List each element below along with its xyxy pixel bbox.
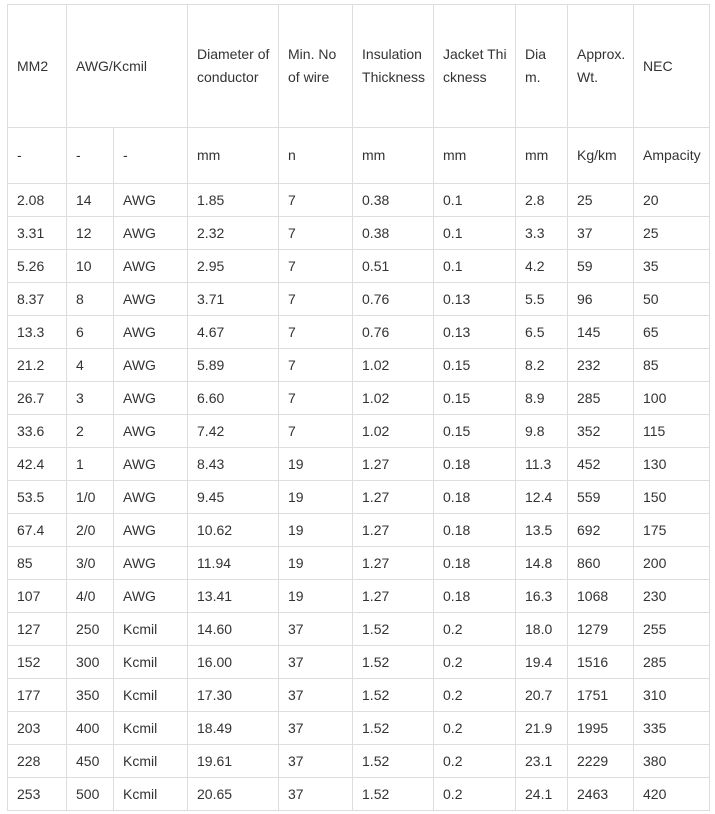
cell-ampacity: 115 (634, 415, 710, 448)
cell-awg-unit: AWG (114, 283, 188, 316)
cell-jacket-thickness: 0.2 (434, 679, 516, 712)
cell-awg-unit: AWG (114, 448, 188, 481)
cell-wire-count: 19 (279, 580, 353, 613)
cell-wire-count: 7 (279, 316, 353, 349)
cell-diameter: 21.9 (516, 712, 568, 745)
cell-diameter: 18.0 (516, 613, 568, 646)
cell-awg-size: 450 (67, 745, 114, 778)
cell-wire-count: 37 (279, 712, 353, 745)
cell-awg-unit: AWG (114, 250, 188, 283)
cell-weight: 145 (568, 316, 634, 349)
cell-awg-size: 14 (67, 184, 114, 217)
cell-wire-count: 37 (279, 778, 353, 811)
cell-conductor-diameter: 1.85 (188, 184, 279, 217)
cell-jacket-thickness: 0.13 (434, 283, 516, 316)
cell-awg-size: 10 (67, 250, 114, 283)
cell-weight: 559 (568, 481, 634, 514)
cell-conductor-diameter: 13.41 (188, 580, 279, 613)
cell-awg-size: 2 (67, 415, 114, 448)
cell-diameter: 5.5 (516, 283, 568, 316)
cell-awg-unit: AWG (114, 316, 188, 349)
cell-wire-count: 19 (279, 514, 353, 547)
cell-jacket-thickness: 0.1 (434, 184, 516, 217)
cell-conductor-diameter: 18.49 (188, 712, 279, 745)
cell-jacket-thickness: 0.18 (434, 481, 516, 514)
table-row (8, 448, 710, 481)
cell-awg-unit: AWG (114, 514, 188, 547)
header-diameter-of-conductor: Diameter of conductor (188, 5, 279, 128)
cell-jacket-thickness: 0.2 (434, 778, 516, 811)
cell-wire-count: 19 (279, 547, 353, 580)
cell-insulation-thickness: 0.38 (353, 217, 434, 250)
header-jacket-thickness: Jacket Thickness (434, 5, 516, 128)
cell-ampacity: 420 (634, 778, 710, 811)
cell-wire-count: 7 (279, 250, 353, 283)
cell-mm2: 177 (8, 679, 67, 712)
cell-insulation-thickness: 0.76 (353, 316, 434, 349)
cell-conductor-diameter: 17.30 (188, 679, 279, 712)
cell-mm2: 13.3 (8, 316, 67, 349)
cell-conductor-diameter: 16.00 (188, 646, 279, 679)
cell-jacket-thickness: 0.18 (434, 547, 516, 580)
cell-jacket-thickness: 0.18 (434, 514, 516, 547)
cell-wire-count: 7 (279, 349, 353, 382)
cell-ampacity: 20 (634, 184, 710, 217)
cell-weight: 2463 (568, 778, 634, 811)
cell-ampacity: 200 (634, 547, 710, 580)
cell-mm2: 33.6 (8, 415, 67, 448)
unit-cell: Ampacity (634, 128, 710, 184)
cell-diameter: 3.3 (516, 217, 568, 250)
cell-insulation-thickness: 1.52 (353, 646, 434, 679)
table-row (8, 316, 710, 349)
cell-mm2: 127 (8, 613, 67, 646)
cell-weight: 1751 (568, 679, 634, 712)
cell-conductor-diameter: 9.45 (188, 481, 279, 514)
cell-ampacity: 310 (634, 679, 710, 712)
cell-insulation-thickness: 1.52 (353, 712, 434, 745)
cell-weight: 1068 (568, 580, 634, 613)
cell-insulation-thickness: 1.52 (353, 613, 434, 646)
cell-mm2: 42.4 (8, 448, 67, 481)
cell-insulation-thickness: 1.27 (353, 448, 434, 481)
cell-awg-unit: Kcmil (114, 778, 188, 811)
table-row (8, 547, 710, 580)
cell-conductor-diameter: 19.61 (188, 745, 279, 778)
cell-weight: 1279 (568, 613, 634, 646)
cell-diameter: 16.3 (516, 580, 568, 613)
cell-awg-size: 3 (67, 382, 114, 415)
cell-awg-size: 300 (67, 646, 114, 679)
cell-wire-count: 7 (279, 217, 353, 250)
cell-conductor-diameter: 7.42 (188, 415, 279, 448)
cell-awg-unit: Kcmil (114, 679, 188, 712)
cell-weight: 232 (568, 349, 634, 382)
cell-awg-size: 8 (67, 283, 114, 316)
cell-awg-unit: AWG (114, 580, 188, 613)
table-row (8, 613, 710, 646)
cell-conductor-diameter: 5.89 (188, 349, 279, 382)
cell-mm2: 21.2 (8, 349, 67, 382)
cell-awg-size: 1/0 (67, 481, 114, 514)
cell-weight: 352 (568, 415, 634, 448)
cell-mm2: 26.7 (8, 382, 67, 415)
cell-weight: 2229 (568, 745, 634, 778)
cell-ampacity: 175 (634, 514, 710, 547)
cell-awg-unit: AWG (114, 349, 188, 382)
header-min-no-of-wire: Min. No of wire (279, 5, 353, 128)
cell-insulation-thickness: 1.27 (353, 547, 434, 580)
cell-weight: 692 (568, 514, 634, 547)
table-row (8, 646, 710, 679)
header-insulation-thickness: Insulation Thickness (353, 5, 434, 128)
cell-awg-size: 1 (67, 448, 114, 481)
unit-cell: Kg/km (568, 128, 634, 184)
cell-diameter: 4.2 (516, 250, 568, 283)
cell-awg-unit: Kcmil (114, 613, 188, 646)
cell-diameter: 9.8 (516, 415, 568, 448)
cell-insulation-thickness: 1.52 (353, 679, 434, 712)
cell-jacket-thickness: 0.2 (434, 745, 516, 778)
cell-insulation-thickness: 1.02 (353, 382, 434, 415)
cell-jacket-thickness: 0.2 (434, 613, 516, 646)
cell-wire-count: 7 (279, 283, 353, 316)
cell-awg-size: 4/0 (67, 580, 114, 613)
cell-jacket-thickness: 0.2 (434, 712, 516, 745)
cell-insulation-thickness: 1.52 (353, 778, 434, 811)
table-row (8, 481, 710, 514)
cell-awg-size: 250 (67, 613, 114, 646)
cell-ampacity: 130 (634, 448, 710, 481)
cell-mm2: 53.5 (8, 481, 67, 514)
cell-ampacity: 255 (634, 613, 710, 646)
cell-awg-unit: Kcmil (114, 745, 188, 778)
cell-weight: 1995 (568, 712, 634, 745)
unit-cell: - (114, 128, 188, 184)
cell-ampacity: 25 (634, 217, 710, 250)
cell-diameter: 11.3 (516, 448, 568, 481)
cell-insulation-thickness: 0.38 (353, 184, 434, 217)
cell-awg-unit: AWG (114, 217, 188, 250)
header-nec: NEC (634, 5, 710, 128)
cell-insulation-thickness: 0.51 (353, 250, 434, 283)
cell-insulation-thickness: 1.52 (353, 745, 434, 778)
unit-cell: - (67, 128, 114, 184)
unit-cell: mm (434, 128, 516, 184)
table-row (8, 250, 710, 283)
table-row (8, 514, 710, 547)
cell-conductor-diameter: 10.62 (188, 514, 279, 547)
cell-mm2: 8.37 (8, 283, 67, 316)
table-row (8, 283, 710, 316)
cell-mm2: 203 (8, 712, 67, 745)
unit-cell: n (279, 128, 353, 184)
cell-conductor-diameter: 3.71 (188, 283, 279, 316)
header-diam: Diam. (516, 5, 568, 128)
cell-diameter: 23.1 (516, 745, 568, 778)
cell-jacket-thickness: 0.18 (434, 580, 516, 613)
cell-jacket-thickness: 0.15 (434, 382, 516, 415)
cell-conductor-diameter: 8.43 (188, 448, 279, 481)
cell-weight: 37 (568, 217, 634, 250)
cell-jacket-thickness: 0.1 (434, 217, 516, 250)
unit-cell: mm (188, 128, 279, 184)
cell-wire-count: 7 (279, 382, 353, 415)
cell-wire-count: 19 (279, 448, 353, 481)
table-row (8, 382, 710, 415)
table-row (8, 778, 710, 811)
table-row (8, 745, 710, 778)
cell-ampacity: 100 (634, 382, 710, 415)
header-approx-wt: Approx. Wt. (568, 5, 634, 128)
header-mm2: MM2 (8, 5, 67, 128)
cell-awg-size: 500 (67, 778, 114, 811)
cell-ampacity: 230 (634, 580, 710, 613)
units-row (8, 128, 710, 184)
cell-insulation-thickness: 0.76 (353, 283, 434, 316)
cell-diameter: 8.9 (516, 382, 568, 415)
cell-mm2: 67.4 (8, 514, 67, 547)
cell-diameter: 14.8 (516, 547, 568, 580)
cell-awg-unit: AWG (114, 481, 188, 514)
table-row (8, 415, 710, 448)
cell-insulation-thickness: 1.02 (353, 349, 434, 382)
cell-awg-size: 2/0 (67, 514, 114, 547)
cell-mm2: 152 (8, 646, 67, 679)
cell-weight: 285 (568, 382, 634, 415)
cell-awg-size: 3/0 (67, 547, 114, 580)
cell-wire-count: 37 (279, 646, 353, 679)
cell-awg-unit: Kcmil (114, 646, 188, 679)
cell-ampacity: 285 (634, 646, 710, 679)
cell-ampacity: 50 (634, 283, 710, 316)
table-row (8, 217, 710, 250)
cell-insulation-thickness: 1.02 (353, 415, 434, 448)
cell-weight: 860 (568, 547, 634, 580)
cell-jacket-thickness: 0.1 (434, 250, 516, 283)
cell-insulation-thickness: 1.27 (353, 514, 434, 547)
table-row (8, 184, 710, 217)
cell-wire-count: 19 (279, 481, 353, 514)
cell-mm2: 107 (8, 580, 67, 613)
cell-conductor-diameter: 20.65 (188, 778, 279, 811)
cell-conductor-diameter: 11.94 (188, 547, 279, 580)
cell-jacket-thickness: 0.18 (434, 448, 516, 481)
cell-mm2: 3.31 (8, 217, 67, 250)
cell-mm2: 228 (8, 745, 67, 778)
cell-wire-count: 7 (279, 415, 353, 448)
cell-mm2: 2.08 (8, 184, 67, 217)
cell-conductor-diameter: 2.32 (188, 217, 279, 250)
cable-spec-table (7, 4, 710, 811)
cell-ampacity: 335 (634, 712, 710, 745)
table-row (8, 679, 710, 712)
cell-awg-unit: AWG (114, 415, 188, 448)
cell-insulation-thickness: 1.27 (353, 580, 434, 613)
cell-awg-unit: AWG (114, 547, 188, 580)
cell-ampacity: 65 (634, 316, 710, 349)
cell-conductor-diameter: 6.60 (188, 382, 279, 415)
cell-weight: 59 (568, 250, 634, 283)
table-row (8, 349, 710, 382)
cell-conductor-diameter: 4.67 (188, 316, 279, 349)
cell-awg-size: 400 (67, 712, 114, 745)
cell-awg-unit: Kcmil (114, 712, 188, 745)
cell-wire-count: 37 (279, 745, 353, 778)
header-row (8, 5, 710, 128)
cell-diameter: 2.8 (516, 184, 568, 217)
cell-awg-unit: AWG (114, 184, 188, 217)
cell-diameter: 24.1 (516, 778, 568, 811)
cell-conductor-diameter: 14.60 (188, 613, 279, 646)
cell-jacket-thickness: 0.2 (434, 646, 516, 679)
cell-wire-count: 37 (279, 679, 353, 712)
cell-jacket-thickness: 0.13 (434, 316, 516, 349)
unit-cell: - (8, 128, 67, 184)
cell-insulation-thickness: 1.27 (353, 481, 434, 514)
cell-awg-size: 6 (67, 316, 114, 349)
cell-diameter: 6.5 (516, 316, 568, 349)
cell-ampacity: 85 (634, 349, 710, 382)
cell-wire-count: 7 (279, 184, 353, 217)
cell-ampacity: 380 (634, 745, 710, 778)
cell-mm2: 85 (8, 547, 67, 580)
cell-weight: 452 (568, 448, 634, 481)
cell-diameter: 12.4 (516, 481, 568, 514)
cell-diameter: 19.4 (516, 646, 568, 679)
cell-conductor-diameter: 2.95 (188, 250, 279, 283)
cell-jacket-thickness: 0.15 (434, 415, 516, 448)
cell-ampacity: 35 (634, 250, 710, 283)
cell-diameter: 13.5 (516, 514, 568, 547)
cell-diameter: 8.2 (516, 349, 568, 382)
cell-weight: 96 (568, 283, 634, 316)
cell-awg-size: 4 (67, 349, 114, 382)
cell-mm2: 5.26 (8, 250, 67, 283)
cell-diameter: 20.7 (516, 679, 568, 712)
cell-awg-size: 350 (67, 679, 114, 712)
cell-mm2: 253 (8, 778, 67, 811)
table-row (8, 580, 710, 613)
cell-ampacity: 150 (634, 481, 710, 514)
unit-cell: mm (516, 128, 568, 184)
cell-awg-unit: AWG (114, 382, 188, 415)
cell-jacket-thickness: 0.15 (434, 349, 516, 382)
cell-weight: 25 (568, 184, 634, 217)
cell-awg-size: 12 (67, 217, 114, 250)
cell-wire-count: 37 (279, 613, 353, 646)
cell-weight: 1516 (568, 646, 634, 679)
header-awg-kcmil: AWG/Kcmil (67, 5, 188, 128)
table-row (8, 712, 710, 745)
unit-cell: mm (353, 128, 434, 184)
